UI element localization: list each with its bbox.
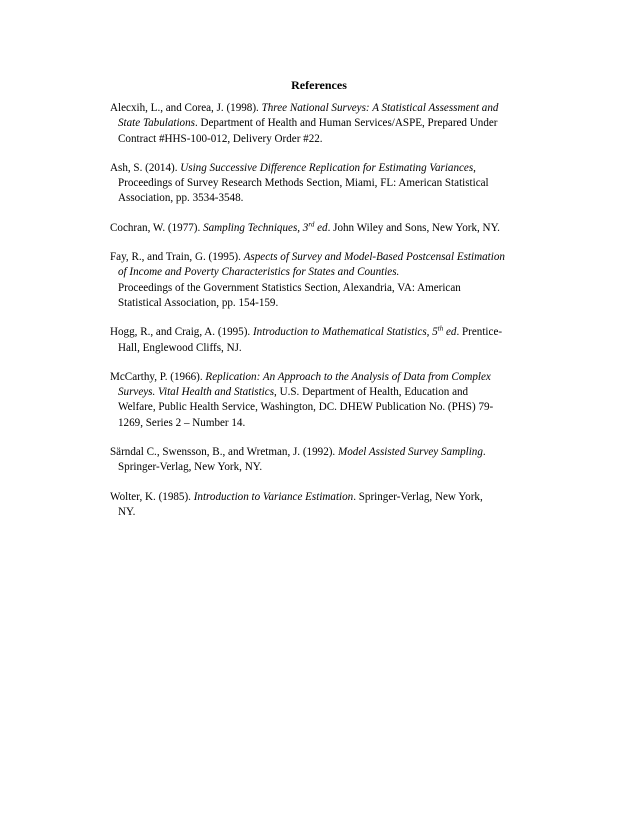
reference-italic-text: Aspects of Survey and Model-Based Postcensal Estimation (243, 251, 505, 264)
reference-text: . Department of Health and Human Services/ASPE, Prepared Under (194, 117, 498, 130)
reference-entry (110, 370, 530, 431)
reference-entry (110, 101, 530, 147)
reference-text: . (482, 446, 486, 459)
reference-text: Särndal C., Swensson, B., and Wretman, J. (1992). (110, 446, 338, 459)
reference-text: Springer-Verlag, New York, NY. (118, 461, 263, 474)
reference-text: Proceedings of Survey Research Methods Section, Miami, FL: American Statistical (118, 177, 489, 190)
reference-line (110, 385, 530, 400)
reference-text: . Prentice- (456, 326, 503, 339)
reference-text: Association, pp. 3534-3548. (118, 192, 244, 205)
reference-italic-text: Replication: An Approach to the Analysis of Data from Complex (205, 370, 491, 383)
reference-entry (110, 325, 530, 356)
reference-line (110, 416, 530, 431)
reference-line (110, 505, 530, 520)
reference-line (110, 370, 530, 385)
reference-entry (110, 250, 530, 311)
reference-line (110, 296, 530, 311)
reference-entry (110, 445, 530, 476)
reference-text: Ash, S. (2014). (110, 161, 181, 174)
reference-italic-text: Introduction to Variance Estimation (193, 490, 354, 503)
reference-text: Hall, Englewood Cliffs, NJ. (118, 341, 242, 354)
reference-text: NY. (118, 505, 136, 518)
reference-entry (110, 490, 530, 521)
reference-line (110, 445, 530, 460)
reference-line (110, 101, 530, 116)
reference-line (110, 250, 530, 265)
reference-text: Proceedings of the Government Statistics Section, Alexandria, VA: American (118, 281, 461, 294)
reference-text: Contract #HHS-100-012, Delivery Order #22. (118, 132, 323, 145)
reference-line (110, 116, 530, 131)
reference-text: Wolter, K. (1985). (110, 490, 194, 503)
reference-text: Fay, R., and Train, G. (1995). (110, 251, 244, 264)
reference-text: Alecxih, L., and Corea, J. (1998). (110, 102, 262, 114)
reference-text: . Springer-Verlag, New York, (353, 490, 483, 503)
reference-text: 1269, Series 2 – Number 14. (118, 416, 246, 429)
reference-list (110, 101, 530, 534)
reference-text: , U.S. Department of Health, Education and (274, 386, 469, 399)
reference-line (110, 132, 530, 147)
reference-italic-text: th (437, 324, 444, 333)
reference-line (110, 265, 530, 280)
reference-italic-text: Sampling Techniques, 3 (203, 221, 309, 234)
reference-italic-text: Three National Surveys: A Statistical Assessment and (261, 102, 499, 114)
reference-entry (110, 221, 530, 236)
reference-line (110, 490, 530, 505)
reference-text: . John Wiley and Sons, New York, NY. (327, 221, 500, 234)
reference-italic-text: Using Successive Difference Replication for Estimating Variances (180, 161, 474, 174)
reference-line (110, 325, 530, 340)
reference-text: Welfare, Public Health Service, Washington, DC. DHEW Publication No. (PHS) 79- (118, 401, 494, 414)
reference-italic-text: rd (308, 220, 315, 229)
reference-italic-text: Introduction to Mathematical Statistics, 5 (252, 326, 438, 339)
reference-italic-text: ed (314, 221, 328, 234)
reference-line (110, 281, 530, 296)
reference-line (110, 400, 530, 415)
reference-text: McCarthy, P. (1966). (110, 370, 206, 383)
reference-line (110, 176, 530, 191)
reference-italic-text: State Tabulations (118, 117, 195, 130)
reference-line (110, 161, 530, 176)
reference-line (110, 191, 530, 206)
reference-italic-text: Surveys. Vital Health and Statistics (118, 386, 275, 399)
reference-entry (110, 161, 530, 207)
reference-text: Statistical Association, pp. 154-159. (118, 296, 279, 309)
reference-text: Hogg, R., and Craig, A. (1995). (110, 326, 253, 339)
page-title: References (291, 78, 347, 92)
reference-line (110, 221, 530, 236)
reference-line (110, 460, 530, 475)
reference-text: , (473, 161, 476, 174)
reference-italic-text: Model Assisted Survey Sampling (337, 446, 483, 459)
reference-line (110, 341, 530, 356)
reference-text: Cochran, W. (1977). (110, 221, 204, 234)
reference-italic-text: ed (443, 326, 457, 339)
reference-italic-text: of Income and Poverty Characteristics for States and Counties. (118, 266, 400, 279)
